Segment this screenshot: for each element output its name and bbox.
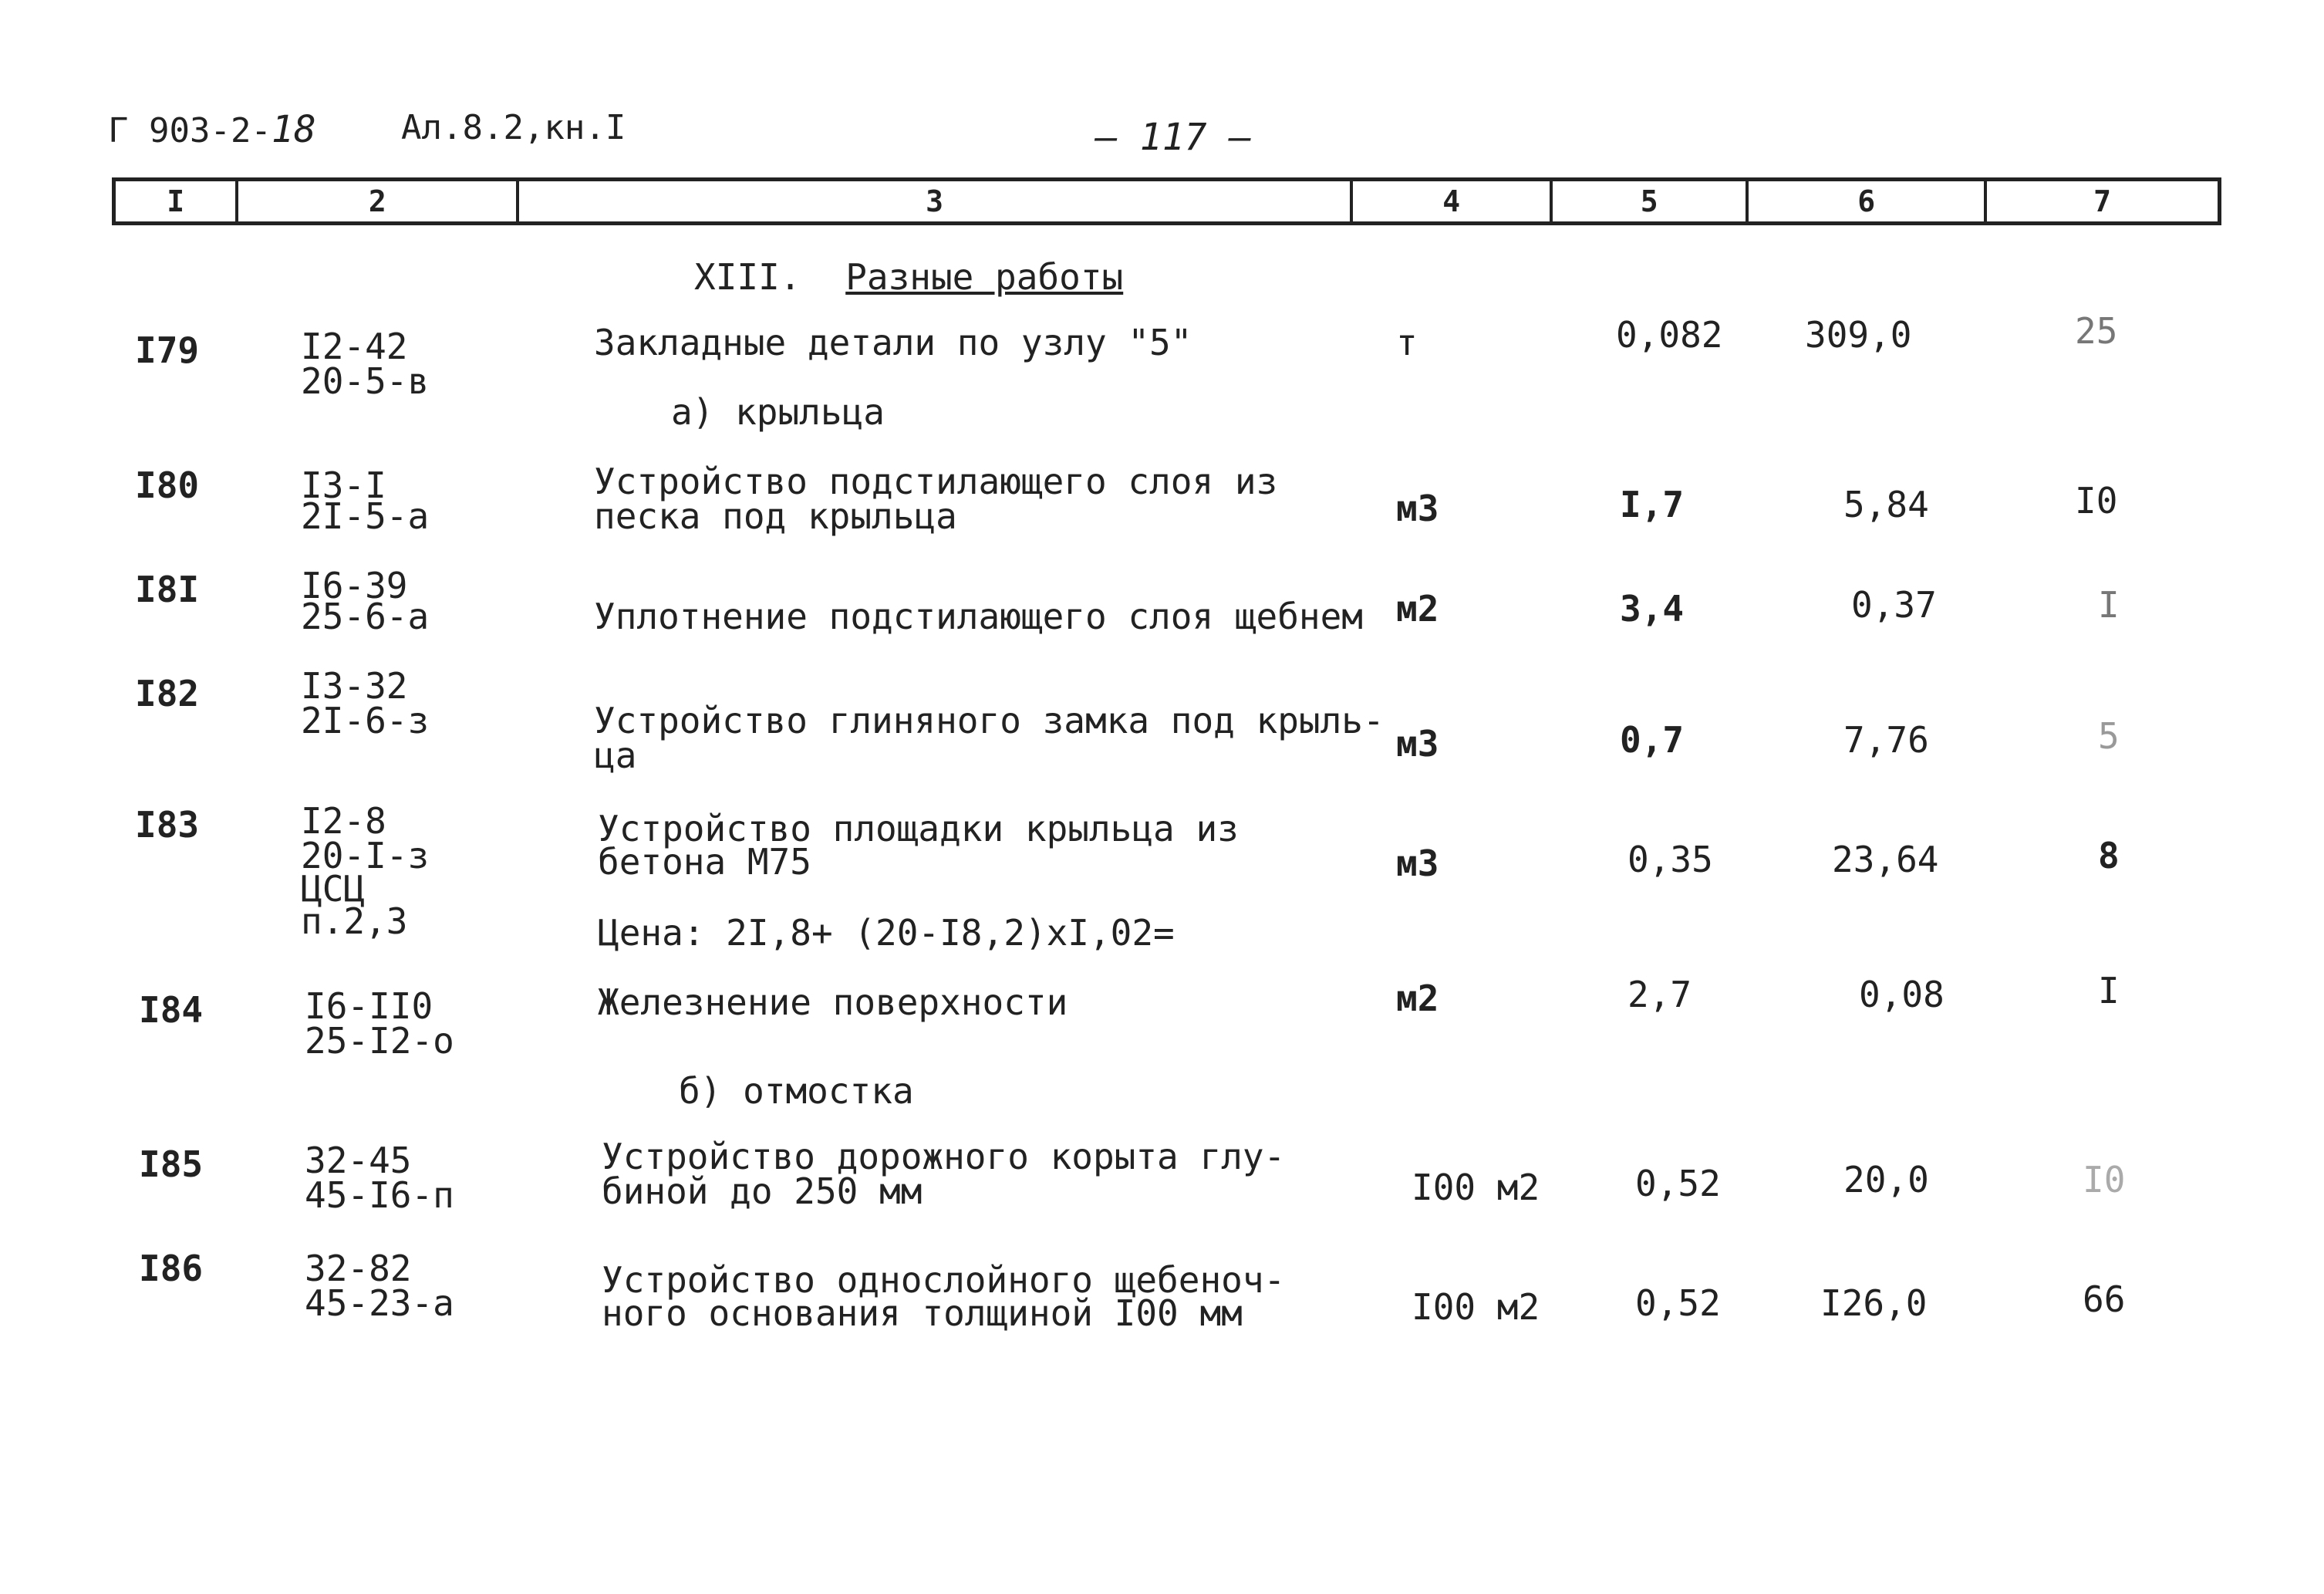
- document-code-prefix: Г 903-2-: [108, 111, 272, 150]
- document-code-number: 18: [271, 108, 316, 151]
- unit: м2: [1396, 588, 1439, 630]
- work-description-line-1: Устройство площадки крыльца из: [598, 808, 1239, 849]
- work-description-line-2: ного основания толщиной I00 мм: [602, 1292, 1243, 1334]
- price-code: 20-5-в: [301, 360, 430, 402]
- work-description-line-2: бетона М75: [598, 841, 811, 883]
- row-number: I82: [135, 673, 200, 714]
- unit: т: [1396, 322, 1418, 363]
- section-title: [694, 256, 1124, 298]
- unit: I00 м2: [1412, 1286, 1540, 1328]
- column-header-6: 6: [1749, 181, 1987, 221]
- total-cost: 66: [2083, 1278, 2126, 1320]
- row-number: I86: [139, 1248, 204, 1289]
- work-description-line-1: Устройство дорожного корыта глу-: [602, 1136, 1286, 1177]
- unit-price: 5,84: [1843, 484, 1929, 525]
- quantity: 0,52: [1635, 1163, 1721, 1204]
- section-number: XIII.: [694, 256, 801, 298]
- unit: м3: [1396, 843, 1439, 884]
- column-header-3: 3: [519, 181, 1353, 221]
- section-name: Разные работы: [845, 256, 1124, 298]
- unit-price: 7,76: [1843, 719, 1929, 761]
- quantity: 0,52: [1635, 1282, 1721, 1324]
- quantity: 0,082: [1616, 314, 1723, 356]
- column-header-7: 7: [2093, 184, 2112, 218]
- quantity: 3,4: [1620, 588, 1685, 630]
- row-number: I80: [135, 464, 200, 506]
- page-number: — 117 —: [1095, 116, 1252, 159]
- price-code: 25-I2-о: [305, 1020, 454, 1062]
- work-description-line-1: Устройство подстилающего слоя из: [594, 461, 1278, 502]
- price-catalog-ref: ЦСЦ: [301, 868, 366, 910]
- row-number: I85: [139, 1143, 204, 1185]
- unit-price: 309,0: [1805, 314, 1912, 356]
- column-header-4: 4: [1353, 181, 1553, 221]
- work-description: Железнение поверхности: [598, 981, 1068, 1023]
- album-reference: Ал.8.2,кн.I: [401, 108, 626, 147]
- unit-price: 0,37: [1851, 584, 1937, 626]
- rate-code: I2-42: [301, 326, 408, 367]
- total-cost: 8: [2098, 835, 2120, 876]
- column-header-2: 2: [238, 181, 519, 221]
- unit: м2: [1396, 978, 1439, 1019]
- total-cost: 5: [2098, 715, 2120, 757]
- total-cost: I0: [2075, 480, 2118, 522]
- quantity: 0,35: [1627, 839, 1713, 880]
- total-cost: I0: [2083, 1159, 2126, 1201]
- row-number: I8I: [135, 569, 200, 610]
- work-description-line-2: биной до 250 мм: [602, 1170, 923, 1212]
- column-header-row: [112, 177, 2221, 225]
- work-description: Уплотнение подстилающего слоя щебнем: [594, 596, 1363, 637]
- column-header-1: I: [116, 181, 238, 221]
- work-description-line-1: Устройство однослойного щебеноч-: [602, 1259, 1286, 1301]
- unit-price: I26,0: [1820, 1282, 1928, 1324]
- total-cost: 25: [2075, 310, 2118, 352]
- quantity: 2,7: [1627, 974, 1692, 1015]
- rate-code: 32-45: [305, 1140, 412, 1181]
- rate-code: I3-32: [301, 665, 408, 707]
- price-code: 20-I-з: [301, 835, 430, 876]
- price-catalog-item: п.2,3: [301, 900, 408, 942]
- total-cost: I: [2098, 584, 2120, 626]
- subsection-title: а) крыльца: [671, 391, 885, 433]
- unit: м3: [1396, 723, 1439, 765]
- subsection-title: б) отмостка: [679, 1070, 914, 1112]
- column-header-5: 5: [1553, 181, 1749, 221]
- rate-code: I3-I: [301, 464, 386, 506]
- row-number: I83: [135, 804, 200, 846]
- quantity: I,7: [1620, 484, 1685, 525]
- price-code: 2I-5-а: [301, 495, 430, 537]
- price-note: Цена: 2I,8+ (20-I8,2)хI,02=: [598, 912, 1175, 954]
- unit: I00 м2: [1412, 1167, 1540, 1208]
- price-code: 25-6-а: [301, 596, 430, 637]
- price-code: 2I-6-з: [301, 700, 430, 741]
- document-code: [108, 108, 316, 151]
- unit-price: 23,64: [1832, 839, 1939, 880]
- rate-code: I6-II0: [305, 985, 433, 1027]
- work-description-line-2: ца: [594, 735, 637, 776]
- unit-price: 20,0: [1843, 1159, 1929, 1201]
- work-description-line-1: Устройство глиняного замка под крыль-: [594, 700, 1385, 741]
- unit: м3: [1396, 488, 1439, 529]
- row-number: I84: [139, 989, 204, 1031]
- rate-code: I2-8: [301, 800, 386, 842]
- row-number: I79: [135, 329, 200, 371]
- total-cost: I: [2098, 970, 2120, 1011]
- rate-code: 32-82: [305, 1248, 412, 1289]
- price-code: 45-I6-п: [305, 1174, 454, 1216]
- price-code: 45-23-а: [305, 1282, 454, 1324]
- quantity: 0,7: [1620, 719, 1685, 761]
- work-description-line-2: песка под крыльца: [594, 495, 957, 537]
- rate-code: I6-39: [301, 565, 408, 606]
- work-description: Закладные детали по узлу "5": [594, 322, 1192, 363]
- unit-price: 0,08: [1859, 974, 1945, 1015]
